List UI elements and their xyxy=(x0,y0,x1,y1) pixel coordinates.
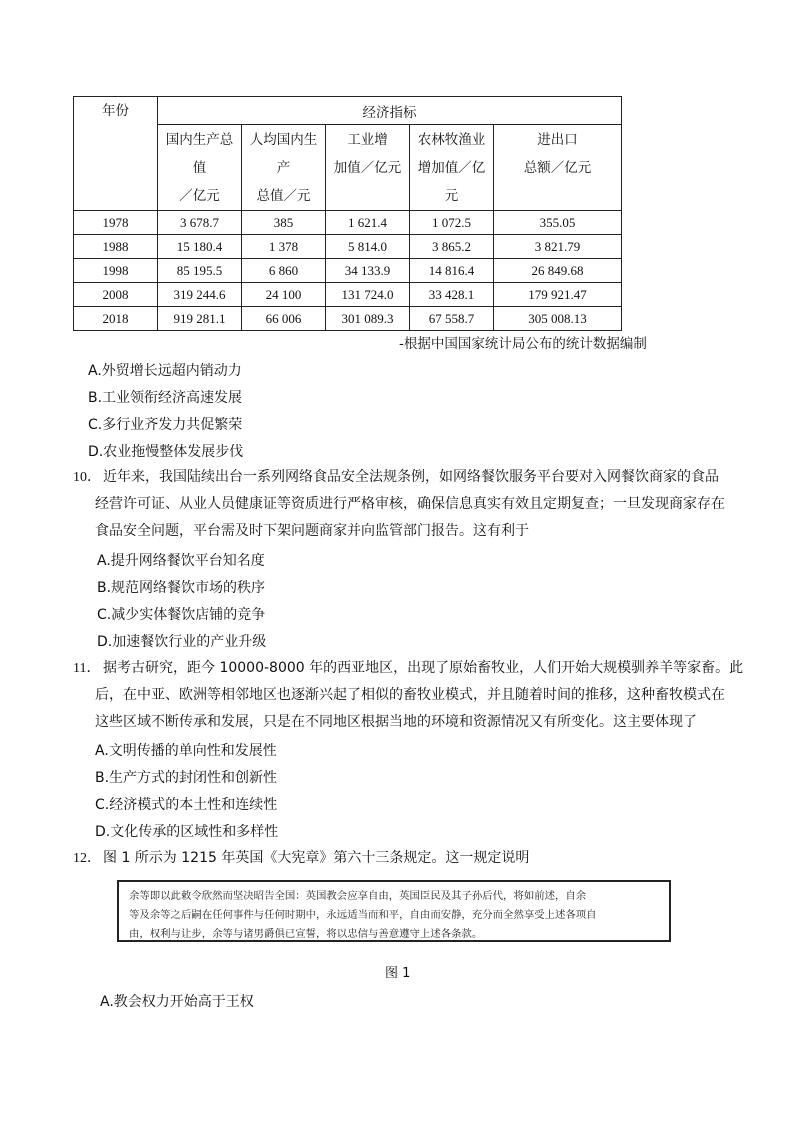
table-row xyxy=(74,307,622,331)
year-header: 年份 xyxy=(74,97,158,211)
column-header-gdp-per-capita: 人均国内生 产 总值／元 xyxy=(242,125,326,211)
table-row xyxy=(74,211,622,235)
table-cell: 85 195.5 xyxy=(158,259,242,283)
table-cell: 66 006 xyxy=(242,307,326,331)
table-cell: 385 xyxy=(242,211,326,235)
year-cell: 1998 xyxy=(74,259,158,283)
table-cell: 15 180.4 xyxy=(158,235,242,259)
q12-option-a[interactable]: A.教会权力开始高于王权 xyxy=(100,994,254,1010)
q10-option-c[interactable]: C.减少实体餐饮店铺的竞争 xyxy=(97,607,266,623)
table-cell: 1 072.5 xyxy=(410,211,494,235)
q11-option-d[interactable]: D.文化传承的区域性和多样性 xyxy=(95,824,279,840)
statistics-table xyxy=(73,96,622,331)
q10-option-a[interactable]: A.提升网络餐饮平台知名度 xyxy=(97,553,265,569)
table-cell: 355.05 xyxy=(494,211,622,235)
year-cell: 1988 xyxy=(74,235,158,259)
q11-option-b[interactable]: B.生产方式的封闭性和创新性 xyxy=(95,770,278,786)
table-cell: 919 281.1 xyxy=(158,307,242,331)
table-cell: 67 558.7 xyxy=(410,307,494,331)
table-cell: 5 814.0 xyxy=(326,235,410,259)
q9-option-a[interactable]: A.外贸增长远超内销动力 xyxy=(88,363,242,379)
q10-stem: 近年来，我国陆续出台一系列网络食品安全法规条例，如网络餐饮服务平台要对入网餐饮商家的食品 xyxy=(103,469,719,485)
table-cell: 3 821.79 xyxy=(494,235,622,259)
q11-stem-cont: 后，在中亚、欧洲等相邻地区也逐渐兴起了相似的畜牧业模式，并且随着时间的推移，这种畜牧模式在 这些区域不断传承和发展，只是在不同地区根据当地的环境和资源情况又有所变化。这主要体现了 xyxy=(95,687,725,730)
q9-option-c[interactable]: C.多行业齐发力共促繁荣 xyxy=(88,417,243,433)
year-cell: 2018 xyxy=(74,307,158,331)
q10-option-b[interactable]: B.规范网络餐饮市场的秩序 xyxy=(97,580,266,596)
q12-number: 12． xyxy=(73,851,101,866)
figure-caption: 图 1 xyxy=(385,966,411,981)
column-header-agriculture: 农林牧渔业 增加值／亿 元 xyxy=(410,125,494,211)
q11-number: 11． xyxy=(73,661,101,676)
table-cell: 34 133.9 xyxy=(326,259,410,283)
table-cell: 305 008.13 xyxy=(494,307,622,331)
quote-line: 余等即以此敕令欣然而坚决昭告全国：英国教会应享自由，英国臣民及其子孙后代，将如前述，自余 xyxy=(129,890,587,902)
table-cell: 24 100 xyxy=(242,283,326,307)
year-cell: 2008 xyxy=(74,283,158,307)
q12-stem: 图 1 所示为 1215 年英国《大宪章》第六十三条规定。这一规定说明 xyxy=(103,850,530,866)
table-row xyxy=(74,283,622,307)
table-cell: 33 428.1 xyxy=(410,283,494,307)
table-cell: 26 849.68 xyxy=(494,259,622,283)
quote-line: 等及余等之后嗣在任何事件与任何时期中，永远适当而和平，自由而安静，充分而全然享受上述各项自 xyxy=(129,909,597,921)
table-cell: 3 678.7 xyxy=(158,211,242,235)
table-cell: 3 865.2 xyxy=(410,235,494,259)
table-cell: 131 724.0 xyxy=(326,283,410,307)
table-row xyxy=(74,259,622,283)
q11-option-a[interactable]: A.文明传播的单向性和发展性 xyxy=(95,743,277,759)
table-cell: 1 621.4 xyxy=(326,211,410,235)
table-row xyxy=(74,235,622,259)
q11-option-c[interactable]: C.经济模式的本土性和连续性 xyxy=(95,797,278,813)
table-cell: 6 860 xyxy=(242,259,326,283)
column-header-trade: 进出口 总额／亿元 xyxy=(494,125,622,211)
q11-stem: 据考古研究，距今 10000-8000 年的西亚地区，出现了原始畜牧业，人们开始大规模驯养羊等家畜。此 xyxy=(103,660,744,676)
column-header-gdp: 国内生产总 值 ／亿元 xyxy=(158,125,242,211)
table-cell: 301 089.3 xyxy=(326,307,410,331)
quote-line: 由，权利与让步，余等与诸男爵俱已宣誓，将以忠信与善意遵守上述各条款。 xyxy=(129,928,483,940)
year-cell: 1978 xyxy=(74,211,158,235)
q9-option-b[interactable]: B.工业领衔经济高速发展 xyxy=(88,390,243,406)
q10-stem-cont: 经营许可证、从业人员健康证等资质进行严格审核，确保信息真实有效且定期复查；一旦发现商家存在 食品安全问题，平台需及时下架问题商家并向监管部门报告。这有利于 xyxy=(95,496,725,539)
table-cell: 14 816.4 xyxy=(410,259,494,283)
group-header: 经济指标 xyxy=(158,97,622,125)
column-header-industry: 工业增 加值／亿元 xyxy=(326,125,410,211)
q10-number: 10． xyxy=(73,470,101,485)
table-cell: 179 921.47 xyxy=(494,283,622,307)
q10-option-d[interactable]: D.加速餐饮行业的产业升级 xyxy=(97,634,267,650)
table-source-note: -根据中国国家统计局公布的统计数据编制 xyxy=(399,336,647,352)
q9-option-d[interactable]: D.农业拖慢整体发展步伐 xyxy=(88,444,244,460)
magna-carta-quote-figure xyxy=(117,880,671,942)
table-cell: 1 378 xyxy=(242,235,326,259)
table-cell: 319 244.6 xyxy=(158,283,242,307)
